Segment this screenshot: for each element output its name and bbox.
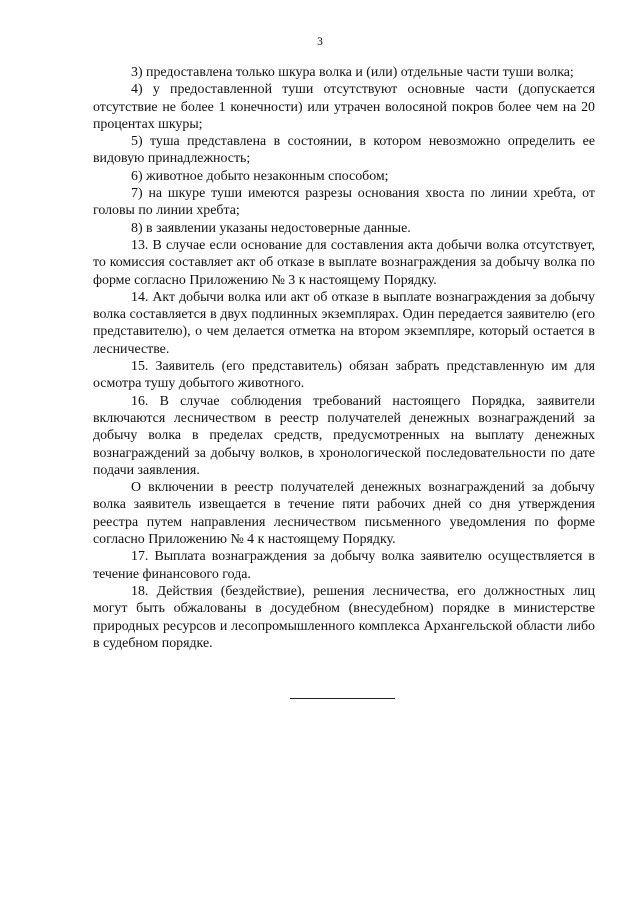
paragraph-item-3: 3) предоставлена только шкура волка и (или) отдельные части туши волка; (131, 65, 574, 80)
paragraph-item-5: 5) туша представлена в состоянии, в котором невозможно определить ее видовую принадлежность; (93, 134, 595, 167)
document-body (93, 64, 595, 652)
paragraph-section-18: 18. Действия (бездействие), решения лесничества, его должностных лиц могут быть обжалованы в досудебном (внесудебном) порядке в министерстве природных ресурсов и лесопромышленного комплекса Архангельской области либо в судебном порядке. (93, 583, 595, 651)
paragraph-item-4: 4) у предоставленной туши отсутствуют основные части (допускается отсутствие не более 1 конечности) или утрачен волосяной покров более чем на 20 процентах шкуры; (93, 82, 595, 132)
paragraph-section-16-notice: О включении в реестр получателей денежных вознаграждений за добычу волка заявитель извещается в течение пяти рабочих дней со дня утверждения реестра путем направления лесничеством письменного уведомления по форме согласно Приложению № 4 к настоящему Порядку. (93, 480, 595, 548)
paragraph-section-13: 13. В случае если основание для составления акта добычи волка отсутствует, то комиссия составляет акт об отказе в выплате вознаграждения за добычу волка по форме согласно Приложению № 3 к настоящему Порядку. (93, 237, 595, 288)
paragraph-item-7: 7) на шкуре туши имеются разрезы основания хвоста по линии хребта, от головы по линии хребта; (93, 186, 595, 219)
paragraph-item-6: 6) животное добыто незаконным способом; (131, 168, 389, 184)
page-number: 3 (317, 36, 323, 48)
paragraph-section-16: 16. В случае соблюдения требований настоящего Порядка, заявители включаются лесничеством в реестр получателей денежных вознаграждений за добычу волка в пределах средств, предусмотренных на выплату денежных вознаграждений за добычу волков, в хронологической последовательности по дате подачи заявления. (93, 393, 595, 478)
paragraph-section-15: 15. Заявитель (его представитель) обязан забрать представленную им для осмотра тушу добытого животного. (93, 359, 595, 392)
closing-divider (290, 698, 395, 699)
paragraph-item-8: 8) в заявлении указаны недостоверные данные. (131, 220, 411, 236)
paragraph-section-14: 14. Акт добычи волка или акт об отказе в выплате вознаграждения за добычу волка составляется в двух подлинных экземплярах. Один передается заявителю (его представителю), о чем делается отметка на втором экземпляре, который остается в лесничестве. (93, 289, 595, 357)
paragraph-section-17: 17. Выплата вознаграждения за добычу волка заявителю осуществляется в течение финансового года. (93, 549, 595, 582)
